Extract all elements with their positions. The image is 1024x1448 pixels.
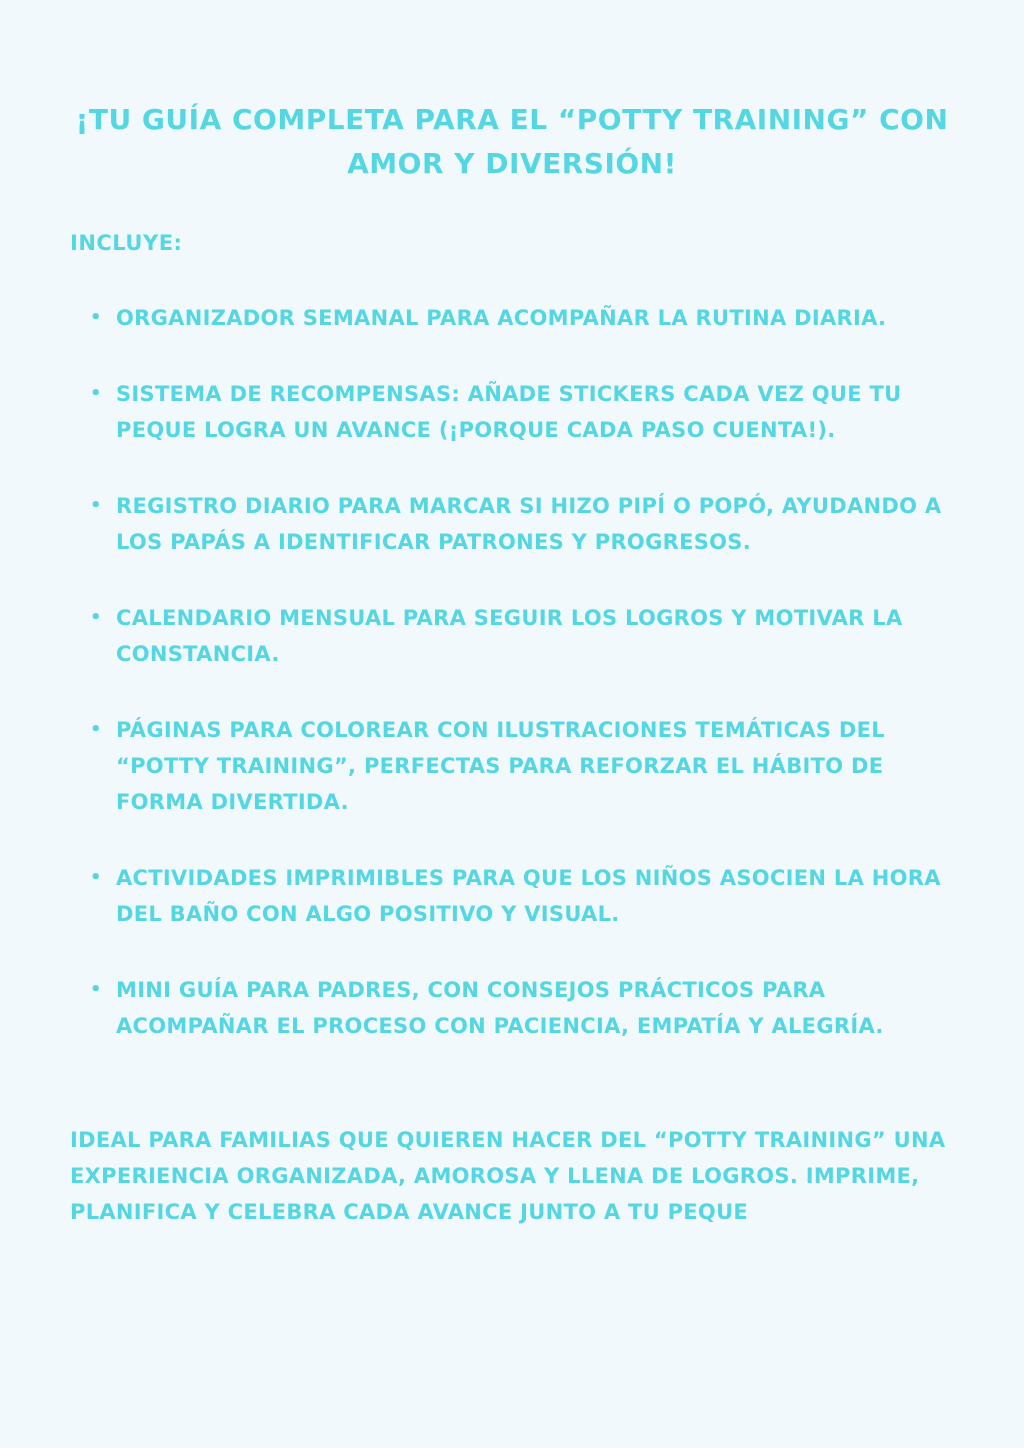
feature-text: ORGANIZADOR SEMANAL PARA ACOMPAÑAR LA RUTINA DIARIA.: [116, 306, 887, 330]
feature-text: ACTIVIDADES IMPRIMIBLES PARA QUE LOS NIÑOS ASOCIEN LA HORA DEL BAÑO CON ALGO POSITIVO Y VISUAL.: [116, 866, 941, 926]
bullet-icon: •: [90, 979, 102, 1000]
bullet-icon: •: [90, 719, 102, 740]
feature-text: REGISTRO DIARIO PARA MARCAR SI HIZO PIPÍ O POPÓ, AYUDANDO A LOS PAPÁS A IDENTIFICAR PATRONES Y PROGRESOS.: [116, 494, 942, 554]
bullet-icon: •: [90, 307, 102, 328]
list-item: [90, 600, 970, 672]
list-item: [90, 488, 970, 560]
bullet-icon: •: [90, 867, 102, 888]
feature-text: PÁGINAS PARA COLOREAR CON ILUSTRACIONES TEMÁTICAS DEL “POTTY TRAINING”, PERFECTAS PARA REFORZAR EL HÁBITO DE FORMA DIVERTIDA.: [116, 718, 885, 814]
closing-paragraph: IDEAL PARA FAMILIAS QUE QUIEREN HACER DEL “POTTY TRAINING” UNA EXPERIENCIA ORGANIZADA, AMOROSA Y LLENA DE LOGROS. IMPRIME, PLANIFICA Y CELEBRA CADA AVANCE JUNTO A TU PEQUE: [70, 1128, 946, 1224]
list-item: [90, 712, 970, 820]
feature-text: CALENDARIO MENSUAL PARA SEGUIR LOS LOGROS Y MOTIVAR LA CONSTANCIA.: [116, 606, 903, 666]
bullet-icon: •: [90, 495, 102, 516]
bullet-icon: •: [90, 607, 102, 628]
feature-text: MINI GUÍA PARA PADRES, CON CONSEJOS PRÁCTICOS PARA ACOMPAÑAR EL PROCESO CON PACIENCIA, EMPATÍA Y ALEGRÍA.: [116, 978, 884, 1038]
feature-list: [90, 300, 970, 1084]
bullet-icon: •: [90, 383, 102, 404]
list-item: [90, 376, 970, 448]
list-item: [90, 972, 970, 1044]
list-item: [90, 300, 970, 336]
includes-label: INCLUYE:: [70, 231, 183, 255]
page-title: ¡TU GUÍA COMPLETA PARA EL “POTTY TRAINING” CON AMOR Y DIVERSIÓN!: [75, 103, 949, 180]
list-item: [90, 860, 970, 932]
feature-text: SISTEMA DE RECOMPENSAS: AÑADE STICKERS CADA VEZ QUE TU PEQUE LOGRA UN AVANCE (¡PORQUE CADA PASO CUENTA!).: [116, 382, 902, 442]
